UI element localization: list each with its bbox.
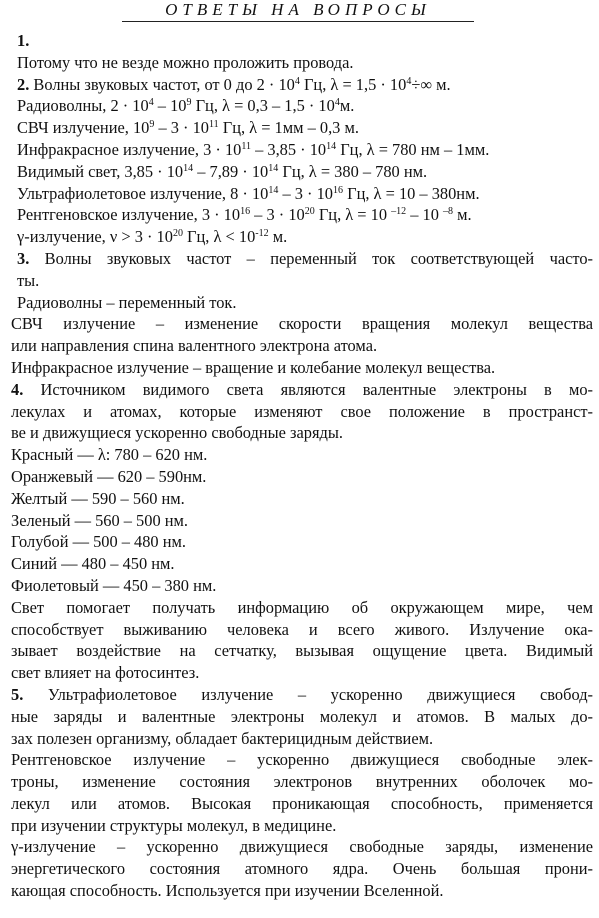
answer-4-line-1: 4. Источником видимого света являются валентные электроны в мо- <box>11 379 593 399</box>
answer-5-line-2: ные заряды и валентные электроны молекул и атомов. В малых до- <box>11 706 593 726</box>
color-range-light-blue: Голубой — 500 – 480 нм. <box>11 532 186 552</box>
answer-3-line-4: СВЧ излучение – изменение скорости вращения молекул вещества <box>11 314 593 334</box>
answer-4-line-3: ве и движущиеся ускоренно свободные заряды. <box>11 423 343 443</box>
answer-5-xray-line-4: при изучении структуры молекул, в медицине. <box>11 815 337 835</box>
answer-3-line-5: или направления спина валентного электрона атома. <box>11 336 378 356</box>
page-header-title: ОТВЕТЫ НА ВОПРОСЫ <box>165 0 431 19</box>
answer-4-line-2: лекулах и атомах, которые изменяют свое положение в пространст- <box>11 401 593 421</box>
answer-5-xray-line-3: лекул или атомов. Высокая проникающая способность, применяется <box>11 793 593 813</box>
answer-2-infrared-line: Инфракрасное излучение, $3 \cdot 10^{11} - 3,85 \cdot 10^{14}$ Гц, λ = 780 нм – 1мм. <box>17 139 490 159</box>
answer-3-line-6: Инфракрасное излучение – вращение и колебание молекул вещества. <box>11 357 496 377</box>
answer-4-para-line-2: способствует выживанию человека и всего живого. Излучение ока- <box>11 619 593 639</box>
color-range-orange: Оранжевый — 620 – 590нм. <box>11 466 207 486</box>
answer-4-para-line-1: Свет помогает получать информацию об окружающем мире, чем <box>11 597 593 617</box>
answer-4-para-line-4: свет влияет на фотосинтез. <box>11 663 200 683</box>
answer-3-number: 3. <box>17 248 30 268</box>
answer-2-gamma-line: γ-излучение, $\nu > 3 \cdot 10^{20}$ Гц, $\lambda < 10^{-12}$ м. <box>17 227 288 247</box>
answers-document <box>11 30 593 902</box>
color-range-red: Красный — λ: 780 – 620 нм. <box>11 445 208 465</box>
answer-2-sound-line: 2. Волны звуковых частот, от 0 до $2 \cdot 10^4$ Гц, $\lambda = 1,5 \cdot 10^4\div\infty$ м. <box>17 74 451 94</box>
answer-2-microwave-line: СВЧ излучение, $10^9 - 3 \cdot 10^{11}$ Гц, λ = 1мм – 0,3 м. <box>17 118 359 138</box>
answer-5-gamma-line-3: кающая способность. Используется при изучении Вселенной. <box>11 881 444 901</box>
answer-5-xray-line-2: троны, изменение состояния электронов внутренних оболочек мо- <box>11 772 593 792</box>
answer-5-gamma-line-2: энергетического состояния атомного ядра. Очень большая прони- <box>11 859 593 879</box>
color-range-violet: Фиолетовый — 450 – 380 нм. <box>11 575 217 595</box>
answer-5-gamma-line-1: γ-излучение – ускоренно движущиеся свободные заряды, изменение <box>11 837 593 857</box>
color-range-green: Зеленый — 560 – 500 нм. <box>11 510 188 530</box>
answer-3-line-3: Радиоволны – переменный ток. <box>17 292 237 312</box>
answer-2-visible-line: Видимый свет, $3,85 \cdot 10^{14} - 7,89 \cdot 10^{14}$ Гц, λ = 380 – 780 нм. <box>17 161 428 181</box>
answer-2-xray-line: Рентгеновское излучение, $3 \cdot 10^{16} - 3 \cdot 10^{20}$ Гц, λ = 10 $^{-12}$ – 10 $^{-8}$ м. <box>17 205 472 225</box>
answer-5-xray-line-1: Рентгеновское излучение – ускоренно движущиеся свободные элек- <box>11 750 593 770</box>
answer-2-radio-line: Радиоволны, $2 \cdot 10^4 - 10^9$ Гц, $\lambda = 0,3 - 1,5 \cdot 10^4м$. <box>17 96 355 116</box>
answer-2-ultraviolet-line: Ультрафиолетовое излучение, $8 \cdot 10^{14} - 3 \cdot 10^{16}$ Гц, λ = 10 – 380нм. <box>17 183 480 203</box>
color-range-yellow: Желтый — 590 – 560 нм. <box>11 488 185 508</box>
answer-1-text: Потому что не везде можно проложить провода. <box>17 52 354 72</box>
answer-3-line-1: 3. Волны звуковых частот – переменный ток соответствующей часто- <box>17 248 593 268</box>
answer-5-line-1: 5. Ультрафиолетовое излучение – ускоренно движущиеся свобод- <box>11 684 593 704</box>
header-divider <box>122 21 474 22</box>
answer-1-number: 1. <box>17 31 30 50</box>
answer-4-para-line-3: зывает воздействие на сетчатку, вызывая ощущение цвета. Видимый <box>11 641 593 661</box>
answer-4-number: 4. <box>11 379 24 399</box>
answer-2-number: 2. <box>17 74 30 94</box>
answer-5-number: 5. <box>11 684 24 704</box>
answer-5-line-3: зах полезен организму, обладает бактерицидным действием. <box>11 728 434 748</box>
answer-3-line-2: ты. <box>17 270 40 290</box>
color-range-blue: Синий — 480 – 450 нм. <box>11 554 175 574</box>
